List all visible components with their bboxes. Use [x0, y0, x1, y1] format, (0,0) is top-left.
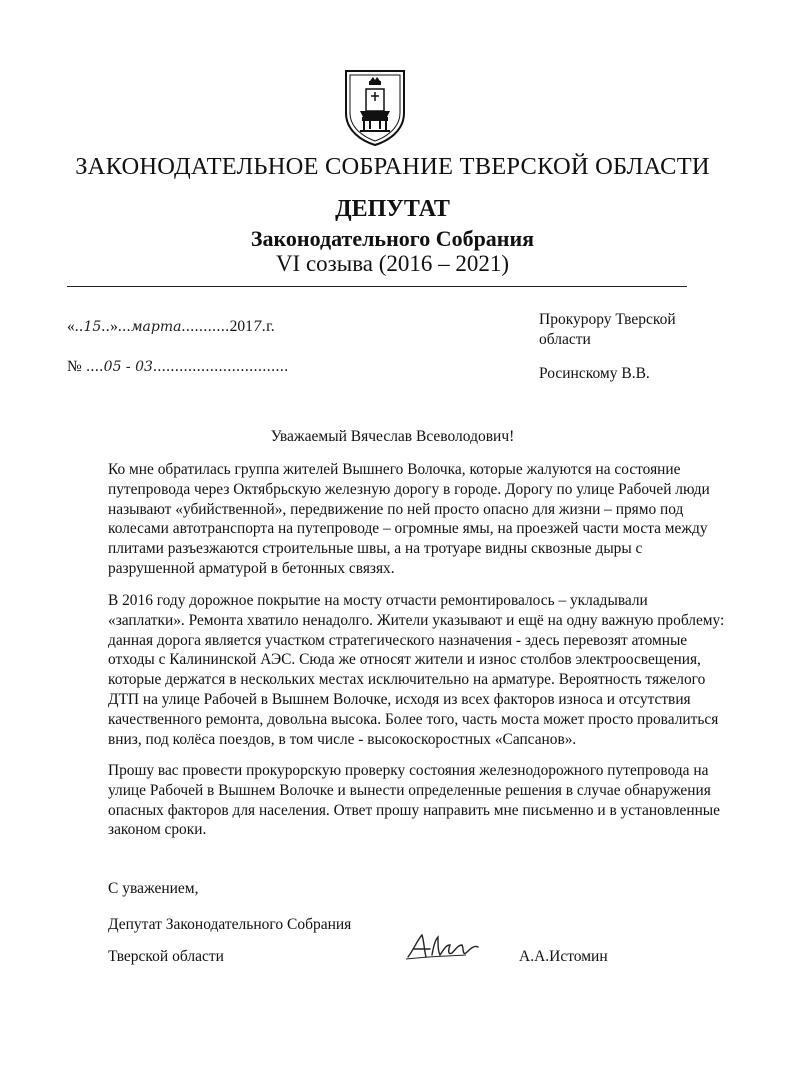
date-year-suffix: г. — [266, 318, 275, 335]
body-paragraph: В 2016 году дорожное покрытие на мосту отчасти ремонтировалось – укладывали «заплатки». Ремонта хватило ненадолго. Жители указывают и ещё на одну важную проблему: данная дорога является участком стратегического назначения - здесь перевозят атомные отходы с Калининской АЭС. Сюда же относят жители и износ столбов электроосвещения, которые держатся в нескольких местах исключительно на арматуре. Вероятность тяжелого ДТП на улице Рабочей в Вышнем Волочке, исходя из всех факторов износа и отсутствия качественного ремонта, довольна высока. Более того, часть моста может просто провалиться вниз, под колёса поездов, в том числе - высокоскоростных «Сапсанов». — [108, 592, 725, 748]
number-label: № — [67, 358, 82, 375]
salutation: Уважаемый Вячеслав Всеволодович! — [270, 428, 515, 445]
deputy-title: ДЕПУТАТ — [335, 196, 450, 222]
closing-regards: С уважением, — [108, 880, 199, 897]
number-value-handwritten: 05 - 03 — [103, 359, 153, 375]
signer-region: Тверской области — [108, 948, 224, 965]
addressee-line-2: области — [539, 331, 591, 348]
convocation-line: VI созыва (2016 – 2021) — [275, 251, 510, 276]
organization-title: ЗАКОНОДАТЕЛЬНОЕ СОБРАНИЕ ТВЕРСКОЙ ОБЛАСТИ — [75, 153, 710, 180]
date-month-handwritten: марта — [130, 319, 182, 335]
deputy-subtitle: Законодательного Собрания — [250, 226, 535, 251]
body-paragraph: Ко мне обратилась группа жителей Вышнего Волочка, которые жалуются на состояние путепровода через Октябрьскую железную дорогу в городе. Дорогу по улице Рабочей люди называют «убийственной», передвижение по ней просто опасно для жизни – прямо под колесами автотранспорта на путепроводе – огромные ямы, на проезжей части моста между плитами разъезжаются строительные швы, а на тротуаре видны сквозные дыры с разрушенной арматурой в бетонных связях. — [108, 461, 710, 577]
addressee-line-1: Прокурору Тверской — [539, 311, 676, 328]
body-paragraph: Прошу вас провести прокурорскую проверку состояния железнодорожного путепровода на улице Рабочей в Вышнем Волочке и вынести определенные решения в случае обнаружения опасных факторов для населения. Ответ прошу направить мне письменно и в установленные законом сроки. — [108, 762, 720, 839]
addressee-name: Росинскому В.В. — [539, 365, 650, 382]
signer-name: А.А.Истомин — [519, 948, 608, 965]
handwritten-signature — [404, 931, 484, 963]
date-close-quote: » — [110, 318, 118, 335]
date-open-quote: « — [67, 318, 75, 335]
header-divider — [67, 286, 687, 287]
document-number-line: № ....05 - 03............................... — [67, 358, 289, 375]
date-year-digit-handwritten: 7 — [252, 319, 262, 335]
date-day-handwritten: 15 — [83, 319, 102, 335]
date-year-prefix: 201 — [229, 318, 253, 335]
coat-of-arms-emblem — [340, 67, 410, 147]
signer-position: Депутат Законодательного Собрания — [108, 916, 352, 933]
date-line: «..15..»...марта...........2017.г. — [67, 318, 275, 335]
